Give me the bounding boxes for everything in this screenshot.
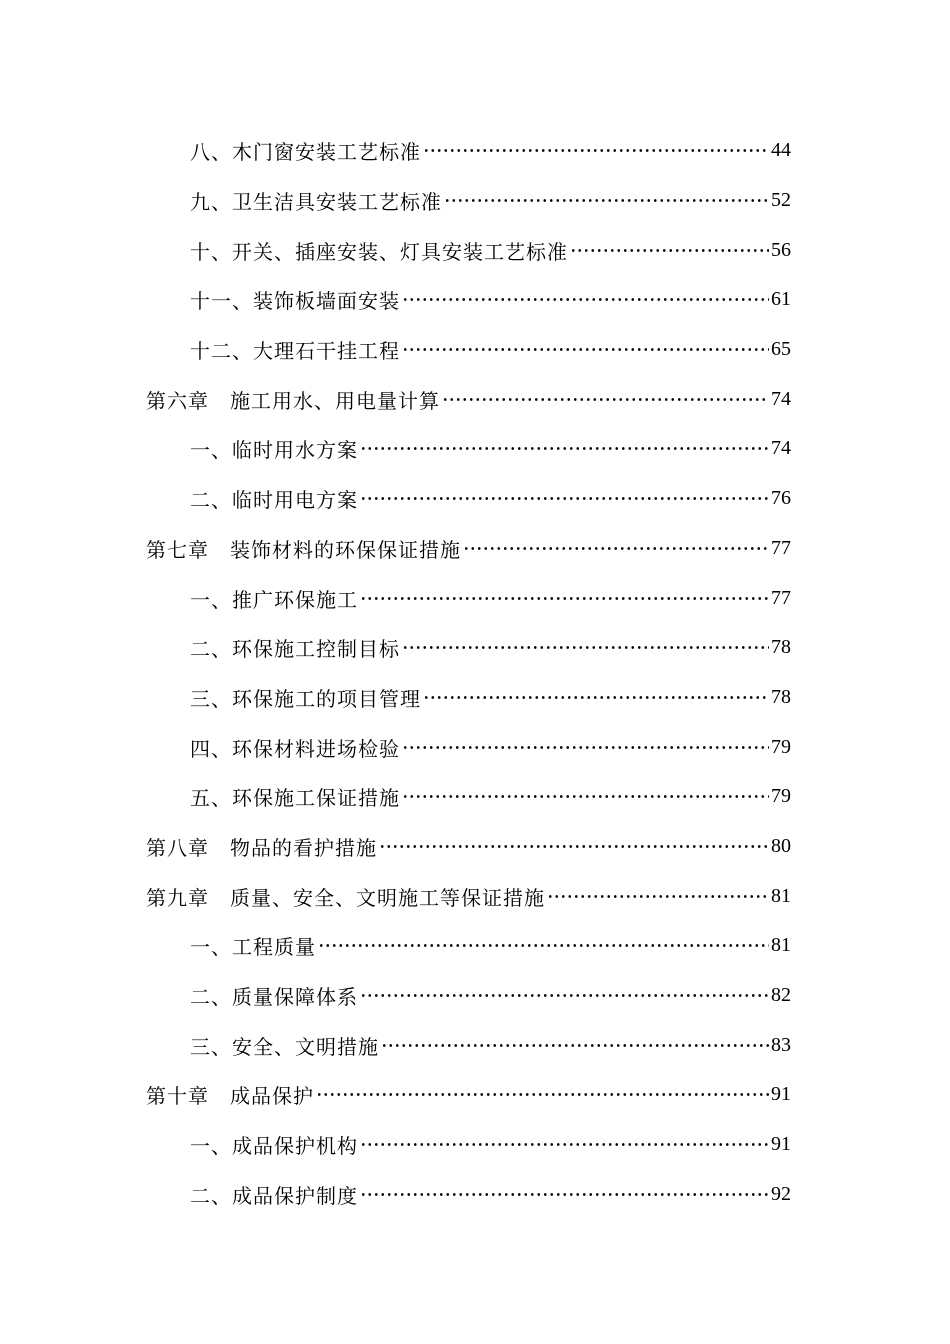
toc-page-number: 78 (771, 636, 791, 659)
toc-dot-leader (379, 845, 769, 848)
toc-page-number: 79 (771, 735, 791, 758)
toc-dot-leader (360, 597, 769, 600)
toc-chapter-entry[interactable] (0, 1070, 950, 1120)
toc-dot-leader (316, 1093, 769, 1096)
toc-page-number: 61 (771, 288, 791, 311)
toc-page-number: 77 (771, 586, 791, 609)
toc-entry-title: 四、环保材料进场检验 (190, 736, 400, 761)
toc-entry-title: 一、临时用水方案 (190, 438, 358, 463)
toc-page-number: 78 (771, 685, 791, 708)
toc-entry-title: 一、推广环保施工 (190, 587, 358, 612)
toc-dot-leader (402, 746, 769, 749)
toc-dot-leader (402, 795, 769, 798)
toc-dot-leader (381, 1044, 769, 1047)
toc-dot-leader (360, 994, 769, 997)
toc-section-entry[interactable] (0, 623, 950, 673)
toc-entry-title: 十二、大理石干挂工程 (190, 339, 400, 364)
toc-page-number: 91 (771, 1133, 791, 1156)
toc-dot-leader (360, 497, 769, 500)
toc-entry-title: 九、卫生洁具安装工艺标准 (190, 190, 442, 215)
toc-page-number: 74 (771, 437, 791, 460)
toc-section-entry[interactable] (0, 424, 950, 474)
toc-entry-title: 十一、装饰板墙面安装 (190, 289, 400, 314)
toc-entry-title: 二、临时用电方案 (190, 488, 358, 513)
toc-entry-title: 二、成品保护制度 (190, 1183, 358, 1208)
toc-dot-leader (463, 547, 769, 550)
toc-entry-title: 第十章 成品保护 (146, 1084, 314, 1109)
toc-page-number: 77 (771, 536, 791, 559)
toc-dot-leader (402, 348, 769, 351)
toc-page-number: 81 (771, 884, 791, 907)
toc-section-entry[interactable] (0, 673, 950, 723)
toc-section-entry[interactable] (0, 225, 950, 275)
toc-page-number: 56 (771, 238, 791, 261)
toc-dot-leader (442, 398, 769, 401)
toc-entry-title: 第六章 施工用水、用电量计算 (146, 388, 440, 413)
toc-entry-title: 一、成品保护机构 (190, 1134, 358, 1159)
toc-entry-title: 十、开关、插座安装、灯具安装工艺标准 (190, 239, 568, 264)
toc-dot-leader (360, 1193, 769, 1196)
toc-dot-leader (423, 696, 769, 699)
toc-section-entry[interactable] (0, 176, 950, 226)
toc-entry-title: 八、木门窗安装工艺标准 (190, 140, 421, 165)
toc-entry-title: 第七章 装饰材料的环保保证措施 (146, 537, 461, 562)
toc-entry-title: 一、工程质量 (190, 935, 316, 960)
toc-page-number: 91 (771, 1083, 791, 1106)
toc-section-entry[interactable] (0, 1120, 950, 1170)
toc-page-number: 52 (771, 189, 791, 212)
toc-section-entry[interactable] (0, 275, 950, 325)
toc-section-entry[interactable] (0, 474, 950, 524)
toc-section-entry[interactable] (0, 971, 950, 1021)
toc-page-number: 80 (771, 834, 791, 857)
toc-chapter-entry[interactable] (0, 524, 950, 574)
toc-page-number: 44 (771, 139, 791, 162)
toc-dot-leader (402, 646, 769, 649)
toc-section-entry[interactable] (0, 1020, 950, 1070)
toc-page-number: 81 (771, 934, 791, 957)
toc-section-entry[interactable] (0, 325, 950, 375)
toc-dot-leader (444, 199, 769, 202)
toc-page-number: 79 (771, 785, 791, 808)
toc-entry-title: 第八章 物品的看护措施 (146, 835, 377, 860)
toc-dot-leader (402, 298, 769, 301)
toc-chapter-entry[interactable] (0, 822, 950, 872)
toc-entry-title: 二、环保施工控制目标 (190, 637, 400, 662)
toc-page-number: 92 (771, 1182, 791, 1205)
toc-page-number: 74 (771, 387, 791, 410)
toc-entry-title: 五、环保施工保证措施 (190, 786, 400, 811)
toc-entry-title: 二、质量保障体系 (190, 985, 358, 1010)
table-of-contents (0, 126, 950, 1219)
toc-dot-leader (423, 149, 769, 152)
toc-section-entry[interactable] (0, 772, 950, 822)
toc-entry-title: 三、环保施工的项目管理 (190, 686, 421, 711)
toc-chapter-entry[interactable] (0, 871, 950, 921)
toc-entry-title: 第九章 质量、安全、文明施工等保证措施 (146, 885, 545, 910)
toc-section-entry[interactable] (0, 1169, 950, 1219)
toc-section-entry[interactable] (0, 921, 950, 971)
toc-page-number: 76 (771, 487, 791, 510)
toc-page-number: 83 (771, 1033, 791, 1056)
toc-dot-leader (360, 447, 769, 450)
toc-dot-leader (318, 944, 769, 947)
toc-dot-leader (360, 1143, 769, 1146)
toc-page-number: 65 (771, 338, 791, 361)
toc-dot-leader (570, 249, 769, 252)
toc-section-entry[interactable] (0, 573, 950, 623)
toc-entry-title: 三、安全、文明措施 (190, 1034, 379, 1059)
toc-page-number: 82 (771, 984, 791, 1007)
toc-dot-leader (547, 895, 769, 898)
toc-chapter-entry[interactable] (0, 374, 950, 424)
toc-section-entry[interactable] (0, 722, 950, 772)
toc-section-entry[interactable] (0, 126, 950, 176)
